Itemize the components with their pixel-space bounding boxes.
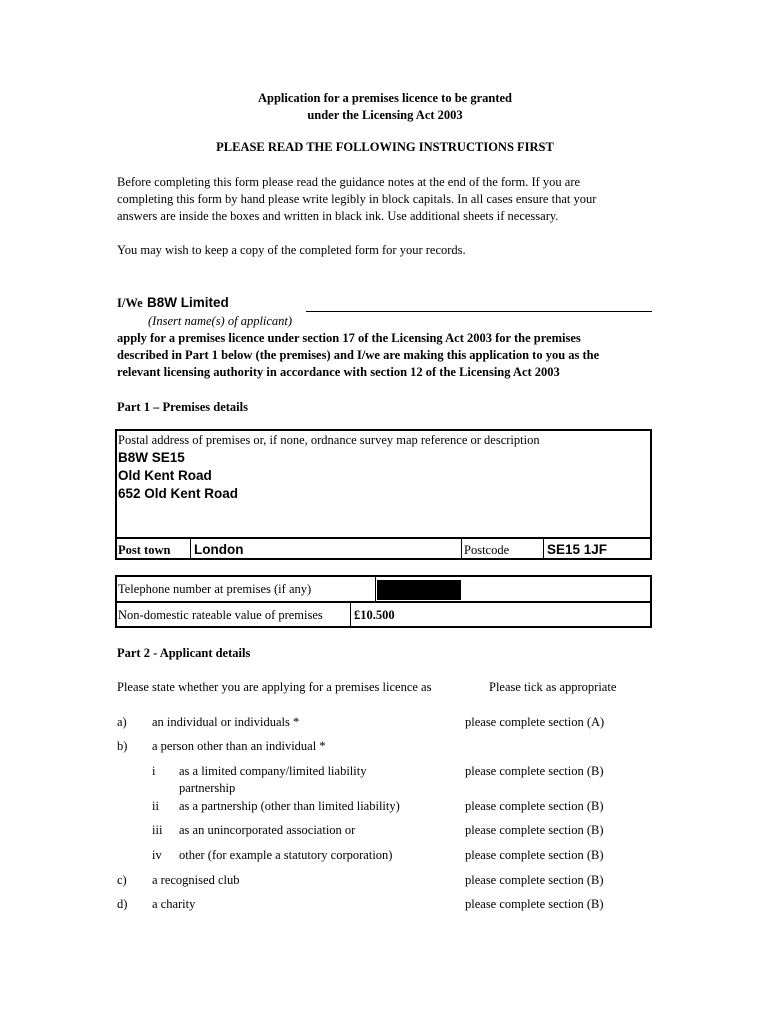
telephone-divider: [375, 577, 376, 601]
option-b-i-marker: i: [152, 764, 156, 778]
applicant-statement-line2: described in Part 1 below (the premises) and I/we are making this application to you as the: [117, 348, 600, 362]
option-a-action: please complete section (A): [465, 715, 605, 729]
premises-address-box: [115, 429, 652, 560]
option-b-i-text[interactable]: as a limited company/limited liability: [179, 764, 367, 778]
option-b-text[interactable]: a person other than an individual *: [152, 739, 326, 753]
option-a-marker: a): [117, 715, 127, 729]
rateable-value-label: Non-domestic rateable value of premises: [118, 608, 323, 622]
postcode-divider-left: [461, 537, 462, 558]
option-b-iii-text[interactable]: as an unincorporated association or: [179, 823, 356, 837]
option-d-marker: d): [117, 897, 128, 911]
applicant-name[interactable]: B8W Limited: [147, 295, 229, 310]
applicant-statement-line3: relevant licensing authority in accordance with section 12 of the Licensing Act 2003: [117, 365, 560, 379]
intro-para1-line3: answers are inside the boxes and written in black ink. Use additional sheets if necessary.: [117, 209, 559, 223]
option-a-text[interactable]: an individual or individuals *: [152, 715, 300, 729]
option-b-marker: b): [117, 739, 128, 753]
postcode-divider-right: [543, 537, 544, 558]
address-label: Postal address of premises or, if none, ordnance survey map reference or description: [118, 433, 540, 447]
contact-row-divider: [117, 601, 650, 603]
telephone-redacted-value: [377, 580, 461, 600]
option-c-action: please complete section (B): [465, 873, 604, 887]
option-c-marker: c): [117, 873, 127, 887]
postcode-label: Postcode: [464, 543, 510, 557]
address-row-divider: [117, 537, 650, 539]
form-title-line2: under the Licensing Act 2003: [307, 108, 463, 122]
part2-heading: Part 2 - Applicant details: [117, 646, 251, 660]
applicant-type-question: Please state whether you are applying for a premises licence as: [117, 680, 432, 694]
option-d-text[interactable]: a charity: [152, 897, 196, 911]
telephone-label: Telephone number at premises (if any): [118, 582, 312, 596]
form-title-line1: Application for a premises licence to be granted: [257, 91, 513, 105]
applicant-prefix: I/We: [117, 296, 143, 310]
option-b-iii-marker: iii: [152, 823, 163, 837]
option-b-ii-text[interactable]: as a partnership (other than limited liability): [179, 799, 400, 813]
intro-para1-line1: Before completing this form please read the guidance notes at the end of the form. If you are: [117, 175, 581, 189]
postcode-value[interactable]: SE15 1JF: [547, 542, 608, 557]
option-d-action: please complete section (B): [465, 897, 604, 911]
option-b-iv-action: please complete section (B): [465, 848, 604, 862]
option-b-i-action: please complete section (B): [465, 764, 604, 778]
address-line2[interactable]: Old Kent Road: [118, 468, 212, 483]
post-town-divider: [190, 537, 191, 558]
premises-contact-box: [115, 575, 652, 628]
applicant-statement-line1: apply for a premises licence under section 17 of the Licensing Act 2003 for the premises: [117, 331, 581, 345]
option-b-iv-text[interactable]: other (for example a statutory corporation): [179, 848, 393, 862]
option-b-i-text-line2: partnership: [179, 781, 236, 795]
post-town-label: Post town: [118, 543, 171, 557]
intro-para1-line2: completing this form by hand please write legibly in block capitals. In all cases ensure that your: [117, 192, 597, 206]
part1-heading: Part 1 – Premises details: [117, 400, 248, 414]
intro-para2: You may wish to keep a copy of the completed form for your records.: [117, 243, 466, 257]
option-b-iii-action: please complete section (B): [465, 823, 604, 837]
address-line3[interactable]: 652 Old Kent Road: [118, 486, 239, 501]
applicant-name-hint: (Insert name(s) of applicant): [148, 314, 293, 328]
applicant-name-underline: [306, 311, 652, 312]
post-town-value[interactable]: London: [194, 542, 244, 557]
option-b-iv-marker: iv: [152, 848, 162, 862]
option-b-ii-marker: ii: [152, 799, 159, 813]
tick-note: Please tick as appropriate: [489, 680, 617, 694]
address-line1[interactable]: B8W SE15: [118, 450, 185, 465]
option-b-ii-action: please complete section (B): [465, 799, 604, 813]
instructions-heading: PLEASE READ THE FOLLOWING INSTRUCTIONS FIRST: [216, 140, 554, 154]
rateable-value[interactable]: £10.500: [354, 608, 395, 622]
option-c-text[interactable]: a recognised club: [152, 873, 240, 887]
rateable-value-divider: [350, 601, 351, 626]
